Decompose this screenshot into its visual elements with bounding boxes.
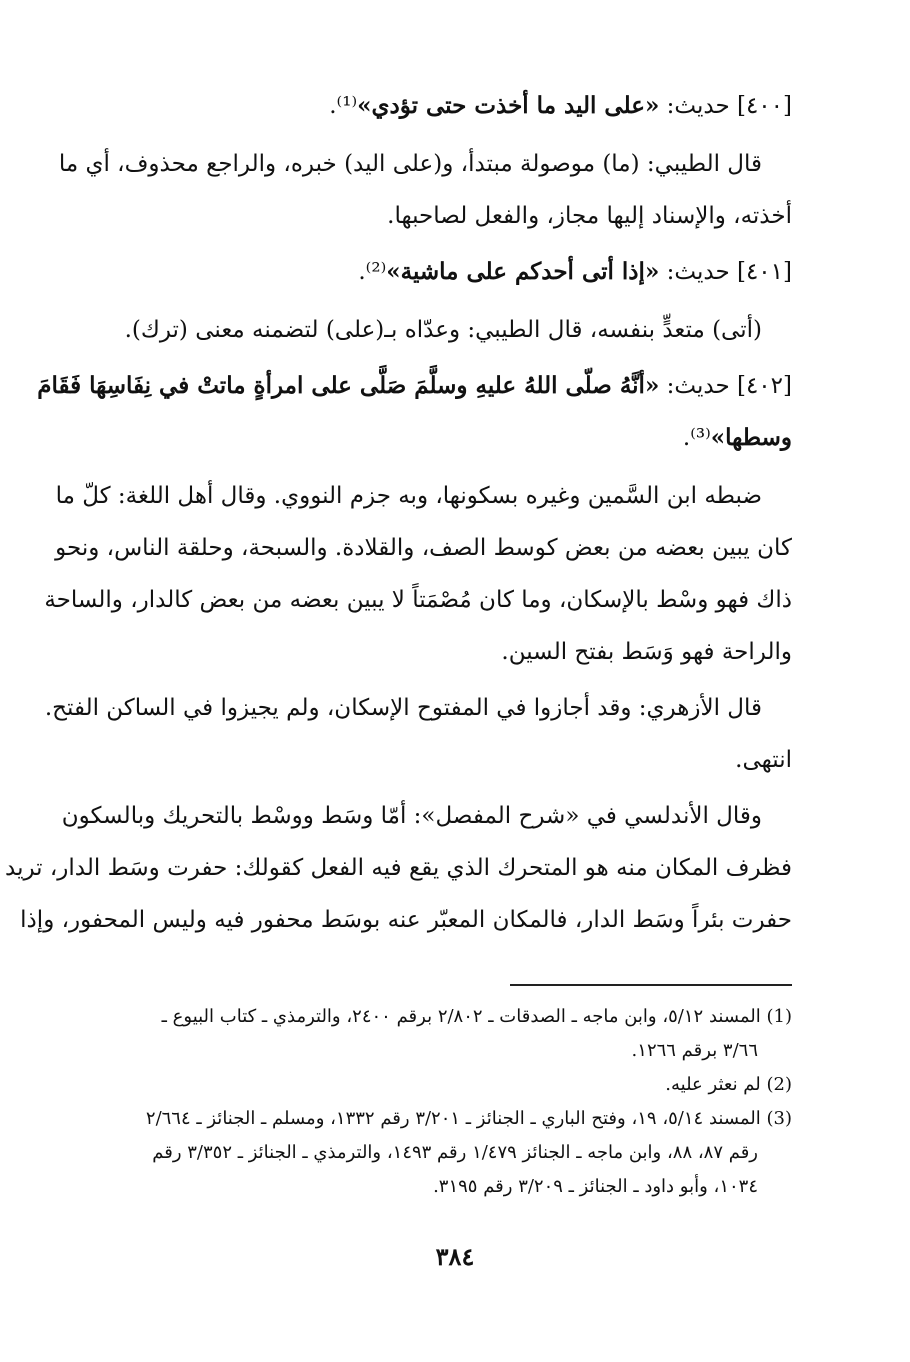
footnote-1 <box>120 1000 792 1068</box>
commentary-azhari <box>44 682 792 786</box>
text-line: كان يبين بعضه من بعض كوسط الصف، والقلادة. والسبحة، وحلقة الناس، ونحو <box>55 535 792 561</box>
text-line: حفرت بئراً وسَط الدار، فالمكان المعبّر عنه بوسَط محفور فيه وليس المحفور، وإذا <box>20 907 792 933</box>
page-number: ٣٨٤ <box>435 1242 475 1271</box>
footnote-line: ٣/٦٦ برقم ١٢٦٦. <box>631 1040 758 1061</box>
hadith-402 <box>37 360 792 464</box>
text-line: والراحة فهو وَسَط بفتح السين. <box>501 639 792 665</box>
text-line: قال الأزهري: وقد أجازوا في المفتوح الإسكان، ولم يجيزوا في الساكن الفتح. <box>44 695 762 721</box>
footnotes <box>120 1000 792 1204</box>
footnote-line: (3) المسند ٥/١٤، ١٩، وفتح الباري ـ الجنائز ـ ٣/٢٠١ رقم ١٣٣٢، ومسلم ـ الجنائز ـ ٢/٦٦٤ <box>145 1108 792 1129</box>
footnote-line: (2) لم نعثر عليه. <box>665 1074 792 1095</box>
commentary-wasat <box>44 470 792 678</box>
text-line: [٤٠٢] حديث: «أنَّهُ صلّى اللهُ عليهِ وسلَّمَ صَلَّى على امرأةٍ ماتتْ في نِفَاسِهَا فَقَامَ <box>37 372 792 399</box>
text-line: ذاك فهو وسْط بالإسكان، وما كان مُصْمَتاً لا يبين بعضه من بعض كالدار، والساحة <box>44 587 792 613</box>
hadith-quote: وسطها» <box>710 424 792 451</box>
hadith-quote: «على اليد ما أخذت حتى تؤدي» <box>357 92 660 119</box>
text-line: [٤٠٠] حديث: «على اليد ما أخذت حتى تؤدي»⁽¹⁾. <box>329 92 792 119</box>
text-line: فظرف المكان منه هو المتحرك الذي يقع فيه الفعل كقولك: حفرت وسَط الدار، تريد <box>5 855 792 881</box>
hadith-quote: «أنَّهُ صلّى اللهُ عليهِ وسلَّمَ صَلَّى على امرأةٍ ماتتْ في نِفَاسِهَا فَقَامَ <box>37 372 660 399</box>
commentary-tibi <box>58 138 792 242</box>
text-line: قال الطيبي: (ما) موصولة مبتدأ، و(على اليد) خبره، والراجع محذوف، أي ما <box>58 151 762 177</box>
main-text <box>5 80 792 950</box>
footnote-2 <box>120 1068 792 1102</box>
hadith-401 <box>120 246 792 298</box>
footnote-line: رقم ٨٧، ٨٨، وابن ماجه ـ الجنائز ١/٤٧٩ رقم ١٤٩٣، والترمذي ـ الجنائز ـ ٣/٣٥٢ رقم <box>152 1142 758 1163</box>
commentary-ata <box>120 304 792 356</box>
text-line: أخذته، والإسناد إليها مجاز، والفعل لصاحبها. <box>387 203 792 229</box>
hadith-quote: «إذا أتى أحدكم على ماشية» <box>386 258 660 285</box>
text-line: ضبطه ابن السَّمين وغيره بسكونها، وبه جزم النووي. وقال أهل اللغة: كلّ ما <box>55 483 762 509</box>
text-line: وقال الأندلسي في «شرح المفصل»: أمّا وسَط ووسْط بالتحريك وبالسكون <box>61 803 762 829</box>
footnote-line: ١٠٣٤، وأبو داود ـ الجنائز ـ ٣/٢٠٩ رقم ٣١٩٥. <box>433 1176 758 1197</box>
text-line: وسطها»⁽³⁾. <box>682 424 792 451</box>
footnote-3 <box>120 1102 792 1204</box>
footnote-line: (1) المسند ٥/١٢، وابن ماجه ـ الصدقات ـ ٢/٨٠٢ برقم ٢٤٠٠، والترمذي ـ كتاب البيوع ـ <box>161 1006 792 1027</box>
commentary-andalusi <box>5 790 792 946</box>
footnote-separator <box>510 984 792 986</box>
text-line: [٤٠١] حديث: «إذا أتى أحدكم على ماشية»⁽²⁾. <box>358 258 792 285</box>
text-line: انتهى. <box>735 747 792 773</box>
text-line: (أتى) متعدٍّ بنفسه، قال الطيبي: وعدّاه بـ(على) لتضمنه معنى (ترك). <box>124 317 762 343</box>
hadith-400 <box>120 80 792 132</box>
